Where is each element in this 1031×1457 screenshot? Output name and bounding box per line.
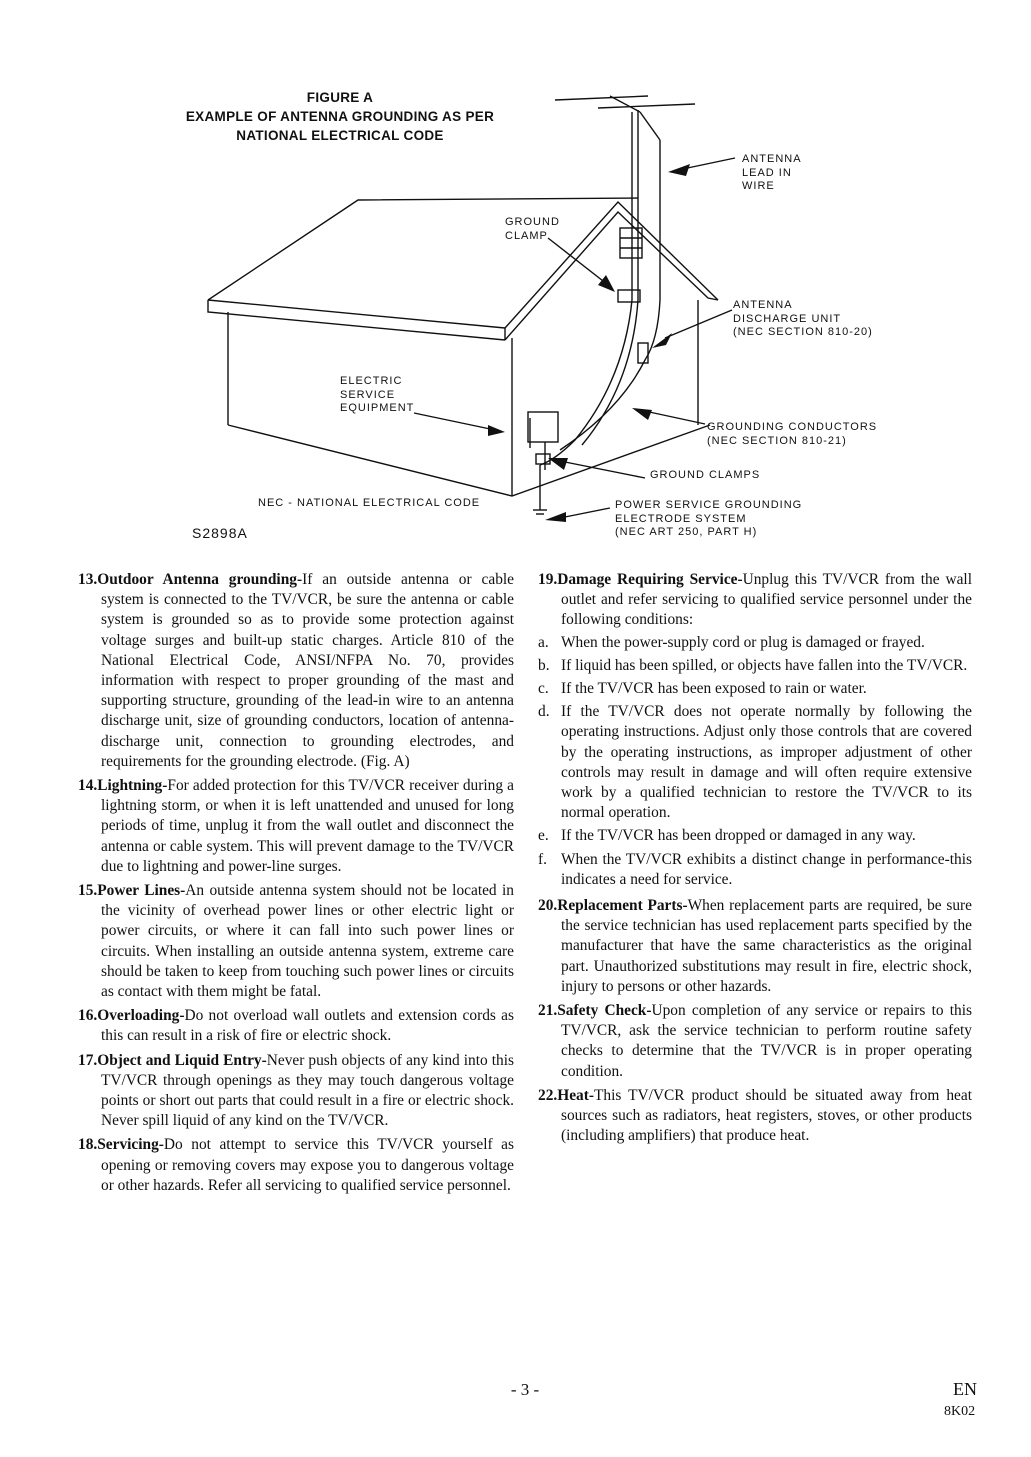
safety-item-14 <box>78 776 514 877</box>
sub-text: When the power-supply cord or plug is damaged or frayed. <box>561 633 925 651</box>
item-heading: 14.Lightning- <box>78 777 168 795</box>
antenna-element <box>598 104 695 108</box>
item-text: If an outside antenna or cable system is connected to the TV/VCR, be sure the antenna or cable system is grounded so as to provide some protection against voltage surges and built-up static charges. Article 810 of the National Electrical Code, ANSI/NFPA No. 70, provides information with respect to proper grounding of the mast and supporting structure, grounding of the lead-in wire to an antenna discharge unit, size of grounding conductors, location of antenna-discharge unit, connection to grounding electrodes, and requirements for the grounding electrode. (Fig. A) <box>101 571 514 770</box>
roof-front <box>208 300 505 340</box>
sub-marker: b. <box>538 656 550 674</box>
sub-text: If the TV/VCR does not operate normally by following the operating instructions. Adjust only those controls that are covered by the operating instructions, as improper adjustment of other controls may result in damage and will often require extensive work by a qualified technician to restore the TV/VCR to its normal operation. <box>561 703 972 822</box>
item-heading: 16.Overloading- <box>78 1007 185 1025</box>
nec-note-label: NEC - NATIONAL ELECTRICAL CODE <box>258 497 481 509</box>
house-roof <box>208 198 638 300</box>
label-line: ANTENNA <box>742 153 802 165</box>
sub-text: If liquid has been spilled, or objects have fallen into the TV/VCR. <box>561 656 968 674</box>
condition-e <box>538 826 972 846</box>
item-text: Unplug this TV/VCR from the wall outlet and refer servicing to qualified service personnel under the following conditions: <box>561 571 972 629</box>
item-heading: 15.Power Lines- <box>78 882 186 900</box>
safety-item-21 <box>538 1001 972 1082</box>
electric-service-box <box>528 412 558 442</box>
figure-title-line: NATIONAL ELECTRICAL CODE <box>236 128 444 143</box>
ground-clamps-label: GROUND CLAMPS <box>650 469 761 481</box>
label-line: LEAD IN <box>742 166 792 179</box>
label-line: (NEC SECTION 810-20) <box>733 326 873 338</box>
ground-clamp-box <box>536 454 550 464</box>
power-service-label <box>615 499 802 540</box>
electric-service-label <box>340 375 414 416</box>
arrowhead <box>632 408 652 420</box>
condition-d <box>538 702 972 823</box>
sub-text: When the TV/VCR exhibits a distinct change in performance-this indicates a need for service. <box>561 850 972 888</box>
safety-item-22 <box>538 1086 972 1147</box>
item-text: Do not overload wall outlets and extension cords as this can result in a risk of fire or electric shock. <box>101 1007 514 1045</box>
item-heading: 19.Damage Requiring Service- <box>538 571 743 588</box>
sub-marker: a. <box>538 633 549 651</box>
safety-item-18 <box>78 1135 514 1196</box>
safety-item-15 <box>78 881 514 1002</box>
figure-title-line: EXAMPLE OF ANTENNA GROUNDING AS PER <box>185 109 495 124</box>
condition-f <box>538 850 972 890</box>
item-text: Do not attempt to service this TV/VCR yourself as opening or removing covers may expose you to dangerous voltage or other hazards. Refer all servicing to qualified service personnel. <box>101 1136 514 1194</box>
antenna-element <box>555 96 648 100</box>
antenna-lead-in-label <box>742 153 802 194</box>
label-line: EQUIPMENT <box>340 402 415 414</box>
item-heading: 17.Object and Liquid Entry- <box>78 1051 267 1069</box>
right-column <box>538 570 972 1150</box>
item-heading: 22.Heat- <box>538 1086 594 1104</box>
label-line: (NEC ART 250, PART H) <box>615 526 758 538</box>
sub-marker: f. <box>538 850 547 868</box>
item-text: Never push objects of any kind into this TV/VCR through openings as they may touch dangerous voltage points or short out parts that could result in a fire or electric shock. Never spill liquid of any kind on the TV/VCR. <box>101 1051 514 1130</box>
page-number: - 3 - <box>510 1380 540 1399</box>
ground-clamp-label <box>505 216 560 243</box>
label-line: SERVICE <box>340 388 396 401</box>
label-line: ANTENNA <box>733 299 793 311</box>
item-heading: 20.Replacement Parts- <box>538 897 688 915</box>
label-line: ELECTRODE SYSTEM <box>615 512 747 525</box>
item-text: This TV/VCR product should be situated away from heat sources such as radiators, heat registers, stoves, or other products (including amplifiers) that produce heat. <box>561 1086 972 1145</box>
sub-marker: d. <box>538 703 550 721</box>
discharge-unit <box>638 343 648 363</box>
house-base <box>228 425 710 496</box>
safety-item-19 <box>538 570 972 631</box>
label-line: WIRE <box>742 180 775 192</box>
safety-item-17 <box>78 1051 514 1132</box>
safety-item-16 <box>78 1006 514 1046</box>
label-line: CLAMP <box>505 229 548 242</box>
sub-text: If the TV/VCR has been exposed to rain or water. <box>561 680 867 698</box>
item-heading: 13.Outdoor Antenna grounding- <box>78 571 303 588</box>
item-text: An outside antenna system should not be located in the vicinity of overhead power lines or other electric light or power circuits, or where it can fall into such power lines or circuits. When installing an outside antenna system, extreme care should be taken to keep from touching such power lines or circuits as contact with them might be fatal. <box>101 882 514 1001</box>
label-line: GROUND <box>505 216 560 228</box>
item-heading: 21.Safety Check- <box>538 1002 652 1020</box>
arrowhead <box>548 458 568 470</box>
condition-a <box>538 633 972 653</box>
label-line: (NEC SECTION 810-21) <box>707 434 847 447</box>
item-text: When replacement parts are required, be sure the service technician has used replacement parts specified by the manufacturer that have the same characteristics as the original part. Unauthorized substitutions may result in fire, electric shock, injury to persons or other hazards. <box>561 897 972 995</box>
item-text: For added protection for this TV/VCR receiver during a lightning storm, or when it is left unattended and unused for long periods of time, unplug it from the wall outlet and disconnect the antenna or cable system. This will prevent damage to the TV/VCR due to lightning and power-line surges. <box>101 777 514 875</box>
antenna-discharge-label <box>733 299 873 340</box>
arrowhead <box>488 425 505 436</box>
sub-marker: c. <box>538 680 549 698</box>
arrowhead <box>598 275 615 292</box>
condition-c <box>538 679 972 699</box>
safety-item-13 <box>78 570 514 772</box>
left-column <box>78 570 514 1200</box>
sub-text: If the TV/VCR has been dropped or damaged in any way. <box>561 827 916 845</box>
label-line: POWER SERVICE GROUNDING <box>615 499 803 511</box>
figure-title-line: FIGURE A <box>306 90 374 105</box>
antenna-grounding-diagram <box>0 0 1031 560</box>
language-code: EN <box>953 1379 977 1399</box>
arrowhead <box>668 164 690 176</box>
grounding-conductors-label <box>707 421 877 448</box>
figure-code: S2898A <box>192 525 248 541</box>
item-heading: 18.Servicing- <box>78 1136 164 1154</box>
condition-b <box>538 656 972 676</box>
safety-item-20 <box>538 896 972 997</box>
mast-base-clamp <box>618 290 640 302</box>
arrowhead <box>545 512 566 522</box>
document-code: 8K02 <box>944 1404 976 1419</box>
label-line: DISCHARGE UNIT <box>733 312 842 325</box>
item-text: Upon completion of any service or repairs to this TV/VCR, ask the service technician to perform routine safety checks to determine that the TV/VCR is in proper operating condition. <box>561 1002 972 1080</box>
label-line: GROUNDING CONDUCTORS <box>707 421 878 433</box>
label-line: ELECTRIC <box>340 375 403 387</box>
sub-marker: e. <box>538 827 549 845</box>
